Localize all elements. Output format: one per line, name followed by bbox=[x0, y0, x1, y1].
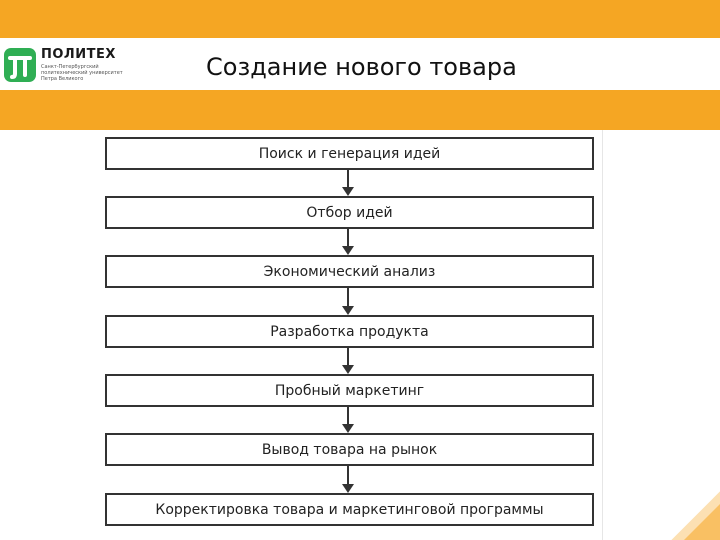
flow-step: Разработка продукта bbox=[105, 315, 594, 348]
down-arrow-icon bbox=[342, 466, 354, 493]
flow-step: Поиск и генерация идей bbox=[105, 137, 594, 170]
flow-step: Пробный маркетинг bbox=[105, 374, 594, 407]
flow-step: Корректировка товара и маркетинговой программы bbox=[105, 493, 594, 526]
down-arrow-icon bbox=[342, 170, 354, 196]
corner-decoration-icon bbox=[670, 490, 720, 540]
flow-step: Отбор идей bbox=[105, 196, 594, 229]
page-title: Создание нового товара bbox=[206, 53, 517, 81]
down-arrow-icon bbox=[342, 407, 354, 433]
flow-step: Вывод товара на рынок bbox=[105, 433, 594, 466]
down-arrow-icon bbox=[342, 229, 354, 255]
logo-sub-line: политехнический университет bbox=[41, 70, 123, 76]
flow-step: Экономический анализ bbox=[105, 255, 594, 288]
divider-line bbox=[602, 130, 603, 540]
logo-name: ПОЛИТЕХ bbox=[41, 47, 116, 62]
logo-sub-line: Санкт-Петербургский bbox=[41, 64, 99, 70]
logo-sub-line: Петра Великого bbox=[41, 76, 84, 82]
down-arrow-icon bbox=[342, 288, 354, 315]
down-arrow-icon bbox=[342, 348, 354, 374]
